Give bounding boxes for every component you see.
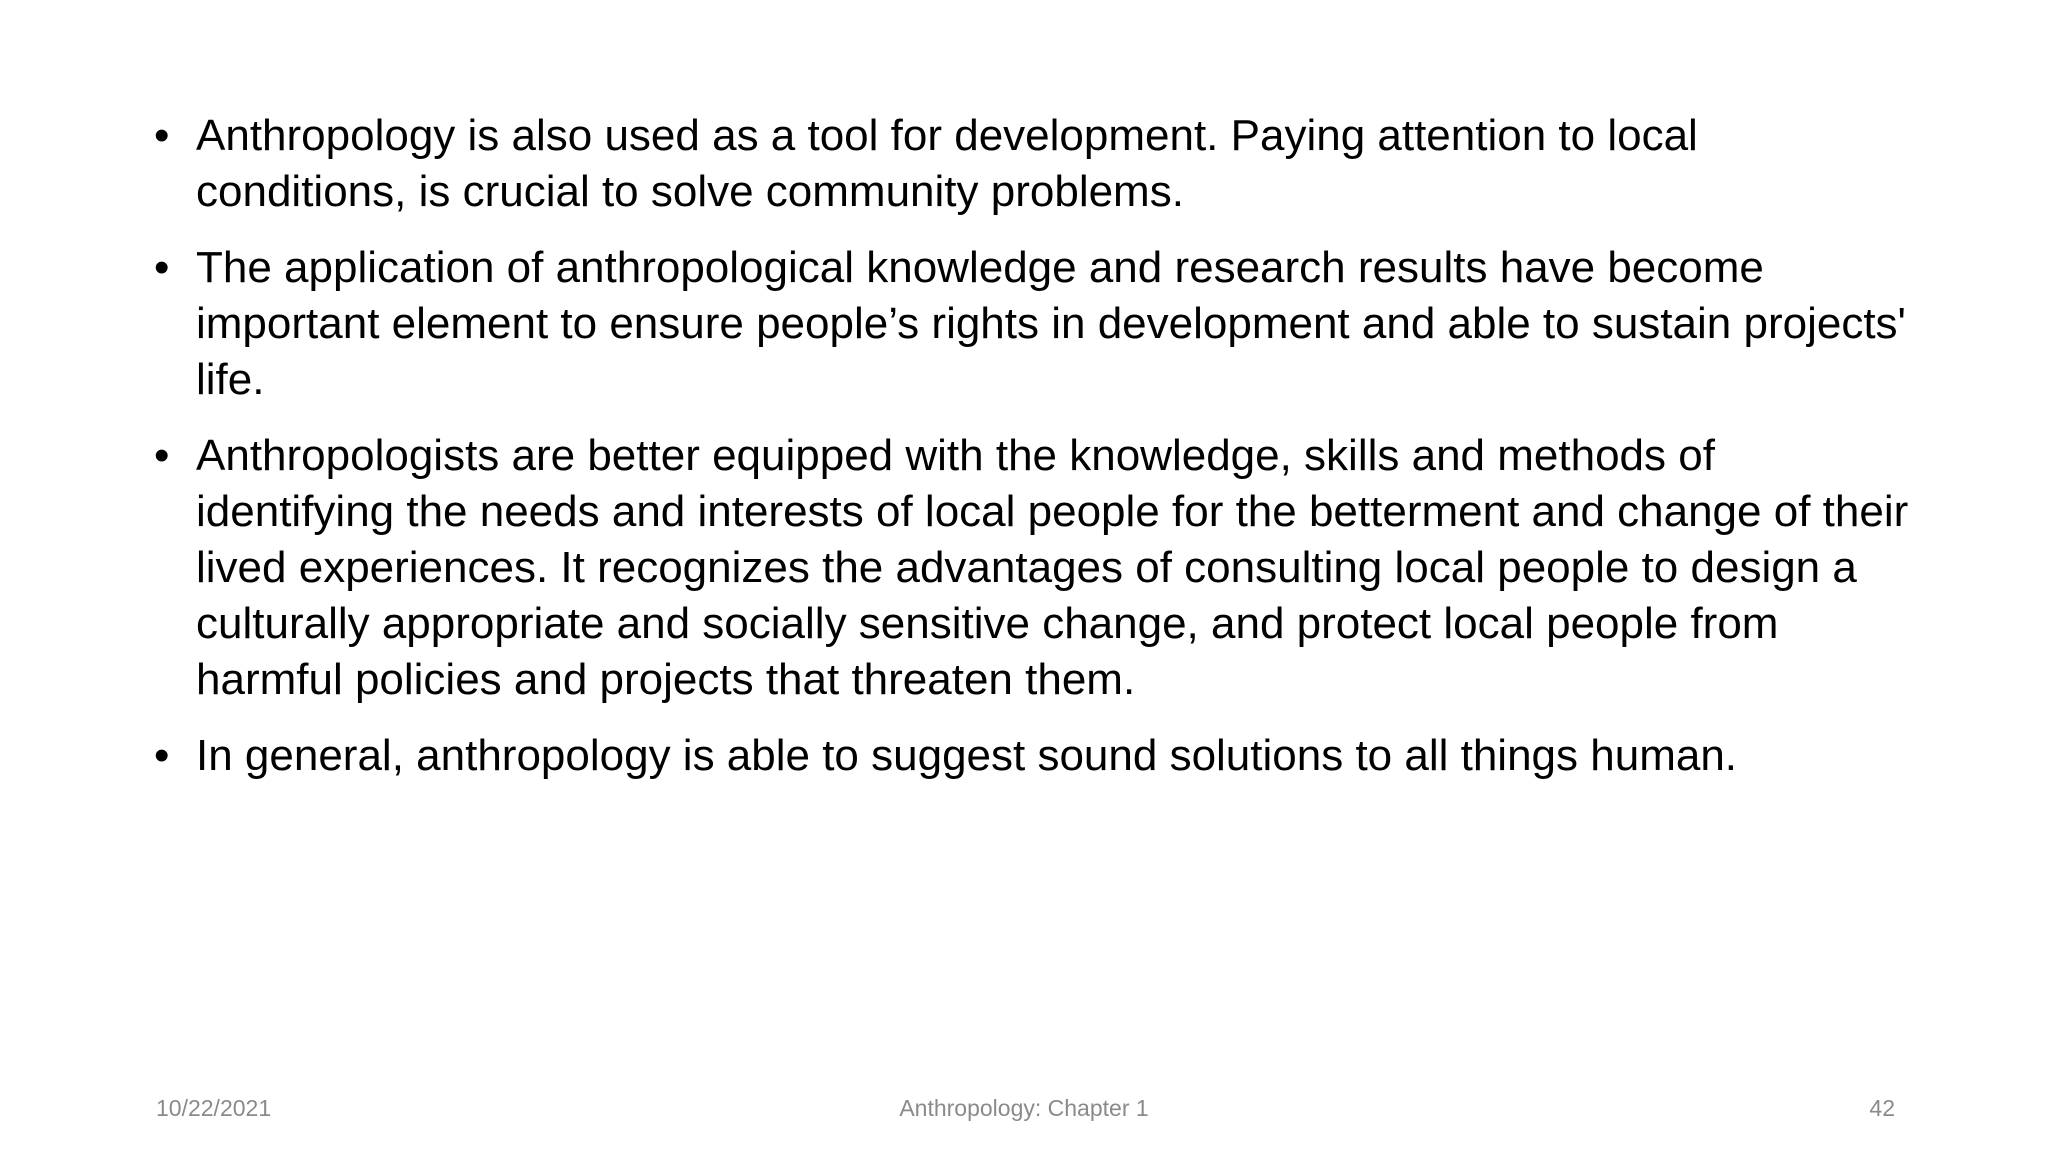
- bullet-text: Anthropologists are better equipped with the knowledge, skills and methods of identifying the needs and interests of local people for the betterment and change of their lived experiences. It recognizes the advantages of consulting local people to design a culturally appropriate and socially sensitive change, and protect local people from harmful policies and projects that threaten them.: [196, 431, 1909, 704]
- bullet-item: [154, 108, 1914, 220]
- bullet-item: [154, 240, 1914, 408]
- bullet-text: The application of anthropological knowledge and research results have become important element to ensure people’s rights in development and able to sustain projects' life.: [196, 243, 1906, 404]
- footer-page-number: 42: [1869, 1095, 1895, 1121]
- bullet-point-icon: •: [154, 431, 170, 480]
- bullet-text: Anthropology is also used as a tool for development. Paying attention to local conditions, is crucial to solve community problems.: [196, 111, 1698, 216]
- bullet-list: [154, 108, 1914, 804]
- footer-title: Anthropology: Chapter 1: [899, 1095, 1149, 1121]
- bullet-point-icon: •: [154, 243, 170, 292]
- bullet-point-icon: •: [154, 111, 170, 160]
- bullet-item: [154, 428, 1914, 708]
- bullet-item: [154, 728, 1914, 784]
- footer-date: 10/22/2021: [156, 1095, 272, 1121]
- bullet-text: In general, anthropology is able to suggest sound solutions to all things human.: [196, 731, 1738, 780]
- bullet-point-icon: •: [154, 731, 170, 780]
